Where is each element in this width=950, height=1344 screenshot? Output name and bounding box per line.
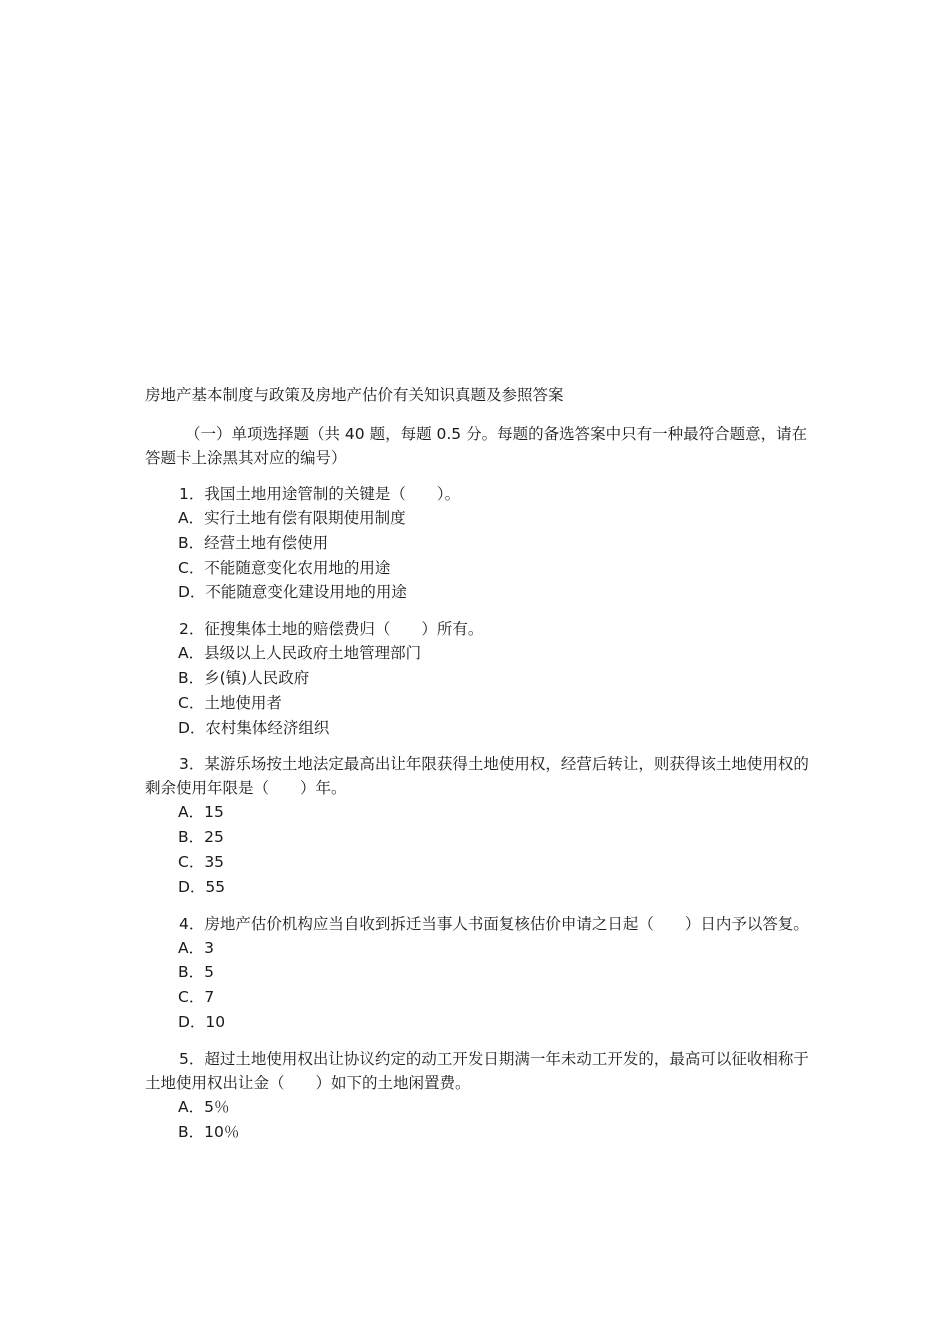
option-a: A．15 [178,803,224,822]
question-stem: 3．某游乐场按土地法定最高出让年限获得土地使用权，经营后转让，则获得该土地使用权的剩余使用年限是（ ）年。 [145,755,809,798]
option-b: B．经营土地有偿使用 [178,533,329,552]
question-4 [145,912,813,1035]
option-list [145,800,813,899]
question-stem: 4．房地产估价机构应当自收到拆迁当事人书面复核估价申请之日起（ ）日内予以答复。 [179,914,809,933]
question-1 [145,482,813,605]
option-d: D．不能随意变化建设用地的用途 [178,583,407,602]
document-body [145,384,813,1144]
option-c: C．不能随意变化农用地的用途 [178,558,391,577]
option-c: C．35 [178,852,225,871]
option-c: C．7 [178,988,215,1007]
question-2 [145,617,813,740]
option-list [145,1095,813,1145]
option-d: D．10 [178,1012,226,1031]
option-a: A．实行土地有偿有限期使用制度 [178,509,406,527]
section-intro: （一）单项选择题（共 40 题，每题 0.5 分。每题的备选答案中只有一种最符合题意，请在答题卡上涂黑其对应的编号） [145,425,808,467]
document-title: 房地产基本制度与政策及房地产估价有关知识真题及参照答案 [145,386,564,404]
question-stem: 2．征搜集体土地的赔偿费归（ ）所有。 [179,620,484,639]
option-a: A．3 [178,938,214,957]
question-5 [145,1047,813,1145]
option-c: C．土地使用者 [178,693,282,712]
option-list [145,936,813,1035]
option-list [145,506,813,605]
option-d: D．55 [178,877,226,896]
question-stem: 1．我国土地用途管制的关键是（ ）。 [179,485,461,503]
option-b: B．5 [178,963,214,982]
option-b: B．25 [178,828,224,847]
option-b: B．10％ [178,1122,240,1141]
option-d: D．农村集体经济组织 [178,718,330,737]
option-a: A．县级以上人民政府土地管理部门 [178,644,422,663]
question-stem: 5．超过土地使用权出让协议约定的动工开发日期满一年未动工开发的，最高可以征收相称于土地使用权出让金（ ）如下的土地闲置费。 [145,1049,809,1092]
option-a: A．5％ [178,1097,230,1116]
option-b: B．乡(镇)人民政府 [178,668,310,687]
question-3 [145,752,813,899]
option-list [145,641,813,740]
